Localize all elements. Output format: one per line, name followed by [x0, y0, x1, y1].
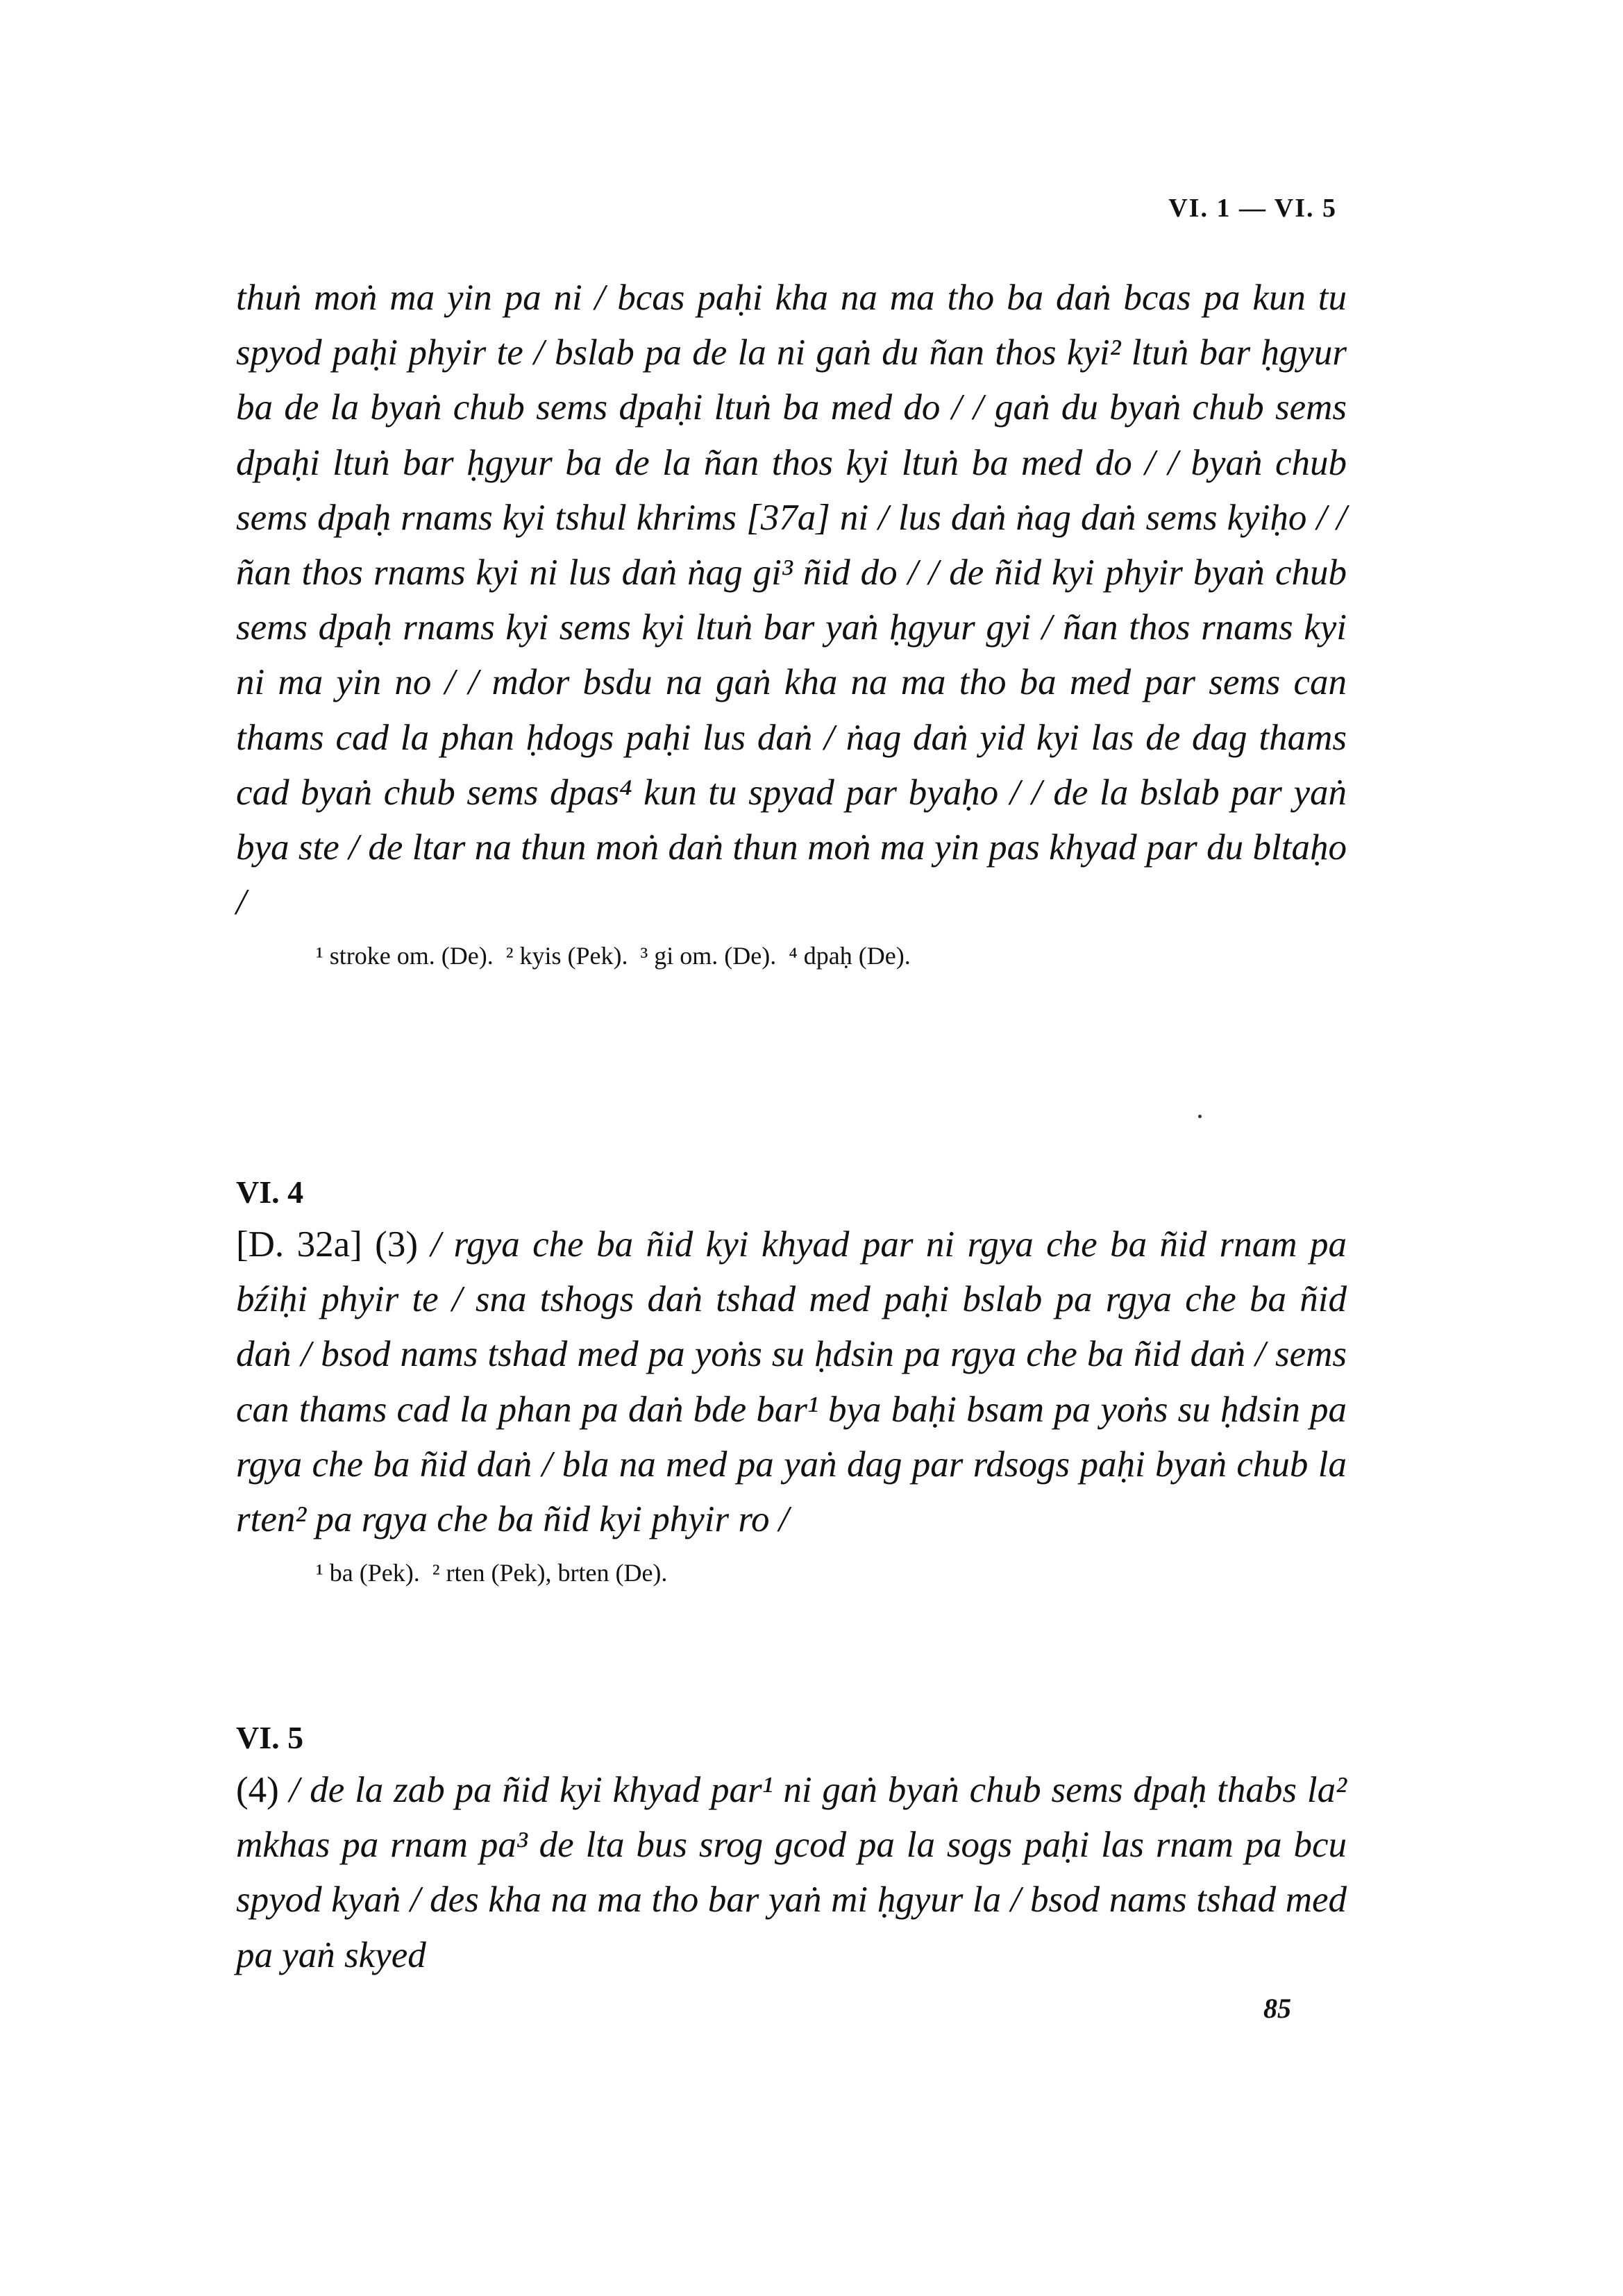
section-vi-5	[236, 1717, 1356, 1983]
page-number: 85	[1263, 1993, 1291, 2024]
body-paragraph	[236, 1217, 1356, 1547]
section-heading: VI. 4	[236, 1174, 304, 1210]
footnotes: ¹ ba (Pek). ² rten (Pek), brten (De).	[316, 1559, 668, 1587]
section-continuation	[236, 271, 1356, 973]
paragraph-text: / de la zab pa ñid kyi khyad par¹ ni gaṅ byaṅ chub sems dpaḥ thabs la² mkhas pa rnam pa³ de lta bus srog gcod pa la sogs paḥi las rnam pa bcu spyod kyaṅ / des kha na ma tho bar yaṅ mi ḥgyur la / bsod nams tshad med pa yaṅ skyed	[236, 1770, 1356, 1975]
running-head: VI. 1 — VI. 5	[1168, 194, 1337, 223]
section-heading: VI. 5	[236, 1720, 304, 1755]
footnotes: ¹ stroke om. (De). ² kyis (Pek). ³ gi om. (De). ⁴ dpaḥ (De).	[316, 942, 911, 970]
source-reference: [D. 32a] (3)	[236, 1224, 431, 1265]
body-paragraph: thuṅ moṅ ma yin pa ni / bcas paḥi kha na ma tho ba daṅ bcas pa kun tu spyod paḥi phyir te / bslab pa de la ni gaṅ du ñan thos kyi² ltuṅ bar ḥgyur ba de la byaṅ chub sems dpaḥi ltuṅ ba med do / / gaṅ du byaṅ chub sems dpaḥi ltuṅ bar ḥgyur ba de la ñan thos kyi ltuṅ ba med do / / byaṅ chub sems dpaḥ rnams kyi tshul khrims [37a] ni / lus daṅ ṅag daṅ sems kyiḥo / / ñan thos rnams kyi ni lus daṅ ṅag gi³ ñid do / / de ñid kyi phyir byaṅ chub sems dpaḥ rnams kyi sems kyi ltuṅ bar yaṅ ḥgyur gyi / ñan thos rnams kyi ni ma yin no / / mdor bsdu na gaṅ kha na ma tho ba med par sems can thams cad la phan ḥdogs paḥi lus daṅ / ṅag daṅ yid kyi las de dag thams cad byaṅ chub sems dpas⁴ kun tu spyad par byaḥo / / de la bslab par yaṅ bya ste / de ltar na thun moṅ daṅ thun moṅ ma yin pas khyad par du bltaḥo /	[236, 278, 1356, 923]
section-vi-4	[236, 1172, 1356, 1590]
paragraph-text: / rgya che ba ñid kyi khyad par ni rgya che ba ñid rnam pa bźiḥi phyir te / sna tshogs daṅ tshad med paḥi bslab pa rgya che ba ñid daṅ / bsod nams tshad med pa yoṅs su ḥdsin pa rgya che ba ñid daṅ / sems can thams cad la phan pa daṅ bde bar¹ bya baḥi bsam pa yoṅs su ḥdsin pa rgya che ba ñid daṅ / bla na med pa yaṅ dag par rdsogs paḥi byaṅ chub la rten² pa rgya che ba ñid kyi phyir ro /	[236, 1224, 1356, 1540]
scan-speck	[1198, 1115, 1202, 1118]
body-paragraph	[236, 1763, 1356, 1983]
source-reference: (4)	[236, 1770, 289, 1810]
